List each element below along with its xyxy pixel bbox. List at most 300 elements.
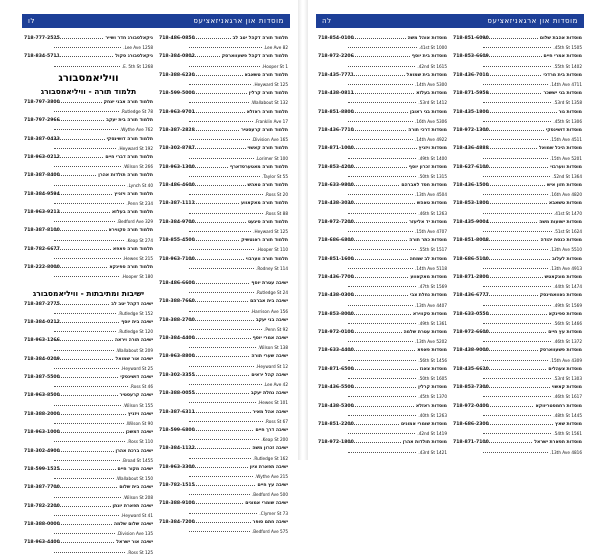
- dot-leader: [348, 38, 406, 39]
- dot-leader: [54, 359, 113, 360]
- directory-entry: [159, 306, 288, 315]
- entry-text: ניקאלסבורג חדר ושייר: [105, 36, 153, 42]
- directory-entry: [159, 163, 288, 172]
- directory-entry: [159, 98, 288, 107]
- entry-text: 41 Heyward St.: [120, 512, 153, 518]
- entry-text: 274 Keap St.: [126, 237, 153, 243]
- entry-text: מוסדות צאנז: [419, 366, 447, 372]
- directory-entry: [159, 288, 288, 297]
- entry-phone: 718-388-7660: [159, 299, 195, 305]
- dot-leader: [189, 412, 251, 413]
- directory-entry: [318, 98, 447, 107]
- dot-leader: [54, 542, 114, 543]
- directory-entry: [159, 80, 288, 89]
- entry-text: מוסדות ישועות משה: [539, 219, 582, 225]
- entry-text: 215 Wythe Ave.: [254, 473, 288, 479]
- directory-entry: [159, 245, 288, 254]
- entry-text: תלמוד תורה דקהל פשעווארסק: [221, 54, 288, 60]
- entry-text: מוסדות ויזניץ: [418, 146, 447, 152]
- directory-entry: [318, 374, 447, 383]
- directory-entry: [159, 209, 288, 218]
- directory-entry: [453, 365, 582, 374]
- directory-entry: [453, 273, 582, 282]
- entry-phone: 718-384-7200: [159, 519, 195, 525]
- dot-leader: [483, 350, 538, 351]
- directory-entry: [318, 209, 447, 218]
- directory-entry: [453, 199, 582, 208]
- entry-text: מוסדות חסד לאברהם: [401, 183, 447, 189]
- dot-leader: [189, 283, 249, 284]
- dot-leader: [54, 432, 124, 433]
- directory-entry: [318, 117, 447, 126]
- directory-entry: [453, 117, 582, 126]
- directory-entry: [318, 62, 447, 71]
- directory-entry: [318, 199, 447, 208]
- entry-text: תלמוד תורה טאהש: [247, 183, 288, 189]
- dot-leader: [483, 47, 551, 48]
- entry-text: מוסדות היכל שמואל: [538, 146, 582, 152]
- dot-leader: [189, 249, 254, 250]
- directory-entry: [453, 319, 582, 328]
- entry-text: ישיבה בית יוסף: [121, 319, 153, 325]
- subsection-title-tt: תלמוד תורה - וויליאמסבורג: [40, 86, 137, 96]
- dot-leader: [189, 84, 251, 85]
- entry-text: 4309 15th Ave.: [550, 357, 582, 363]
- directory-entry: [159, 426, 288, 435]
- entry-text: ישיבה אמרי יוסף: [252, 336, 288, 342]
- entry-text: תלמוד תורה מאטערסדארף: [229, 164, 288, 170]
- dot-leader: [483, 194, 548, 195]
- entry-text: 209 Wallabout St.: [115, 347, 153, 353]
- directory-entry: [159, 417, 288, 426]
- dot-leader: [189, 47, 262, 48]
- directory-entry: [318, 71, 447, 80]
- dot-leader: [348, 213, 416, 214]
- directory-entry: [318, 108, 447, 117]
- entry-text: 92 Penn St.: [264, 326, 288, 332]
- dot-leader: [189, 421, 263, 422]
- left-page-number: לו: [28, 17, 36, 25]
- entry-text: ישיבה תפארת ציון: [249, 464, 288, 470]
- dot-leader: [483, 433, 551, 434]
- dot-leader: [189, 301, 248, 302]
- directory-entry: [453, 227, 582, 236]
- right-page-number: לה: [322, 17, 332, 25]
- directory-entry: [159, 509, 288, 518]
- entry-phone: 718-782-2200: [24, 503, 60, 509]
- dot-leader: [189, 292, 254, 293]
- entry-text: ישיבה שומרי אמונים: [245, 501, 288, 507]
- entry-phone: 718-797-2966: [24, 118, 60, 124]
- dot-leader: [483, 305, 551, 306]
- entry-text: תלמוד תורה סקווירא: [108, 228, 153, 234]
- dot-leader: [54, 552, 125, 553]
- dot-leader: [483, 176, 550, 177]
- entry-text: מוסדות בית שמואל: [406, 72, 447, 78]
- entry-phone: 718-851-1600: [318, 256, 354, 262]
- directory-entry: [24, 125, 153, 134]
- directory-entry: [453, 291, 582, 300]
- entry-phone: 718-871-7100: [453, 440, 489, 446]
- entry-text: ישיבה דקהל יטב לב: [111, 301, 153, 307]
- dot-leader: [189, 203, 239, 204]
- entry-phone: 718-438-0300: [318, 293, 354, 299]
- entry-phone: 718-834-5711: [24, 54, 60, 60]
- entry-phone: 718-871-6500: [318, 366, 354, 372]
- entry-text: 1000 41st St.: [418, 45, 447, 51]
- dot-leader: [189, 240, 239, 241]
- dot-leader: [189, 476, 253, 477]
- dot-leader: [348, 387, 416, 388]
- dot-leader: [189, 402, 256, 403]
- dot-leader: [348, 222, 407, 223]
- directory-entry: [24, 190, 153, 199]
- book-spine: [298, 0, 308, 460]
- entry-text: 40 Lynch St.: [127, 182, 153, 188]
- entry-text: 1561 54th St.: [553, 431, 582, 437]
- entry-text: 4504 13th Ave.: [415, 192, 447, 198]
- entry-phone: 718-384-9594: [24, 191, 60, 197]
- dot-leader: [54, 478, 114, 479]
- entry-text: ישיבה אהל מאיר: [252, 409, 288, 415]
- entry-text: תלמוד תורה בית יעקב: [106, 118, 153, 124]
- dot-leader: [189, 311, 249, 312]
- directory-entry: [318, 52, 447, 61]
- entry-text: 1358 53rd St.: [553, 100, 582, 106]
- directory-entry: [159, 181, 288, 190]
- entry-phone: 718-633-9800: [318, 183, 354, 189]
- entry-text: מוסדות אהבת שלום: [539, 36, 582, 42]
- entry-text: 1505 45th St.: [553, 45, 582, 51]
- dot-leader: [483, 158, 548, 159]
- dot-leader: [483, 396, 551, 397]
- entry-phone: 718-851-2200: [318, 421, 354, 427]
- entry-text: 125 Heyward St.: [253, 229, 288, 235]
- dot-leader: [54, 148, 116, 149]
- entry-phone: 718-599-6800: [159, 427, 195, 433]
- directory-entry: [159, 264, 288, 273]
- entry-phone: 718-387-2828: [159, 127, 195, 133]
- entry-text: 1569 47th St.: [418, 284, 447, 290]
- dot-leader: [348, 277, 408, 278]
- entry-text: ישיבה דמשכן: [125, 430, 153, 436]
- entry-text: ישיבה ברכת אהרן: [115, 448, 153, 454]
- dot-leader: [54, 38, 103, 39]
- entry-text: 1402 55th St.: [553, 63, 582, 69]
- directory-entry: [24, 34, 153, 43]
- directory-entry: [453, 392, 582, 401]
- entry-phone: 718-438-9000: [453, 348, 489, 354]
- entry-phone: 718-686-6800: [318, 238, 354, 244]
- entry-text: מוסדות נחלת צבי: [410, 293, 447, 299]
- dot-leader: [348, 240, 407, 241]
- dot-leader: [348, 47, 417, 48]
- directory-entry: [159, 117, 288, 126]
- dot-leader: [189, 467, 248, 468]
- directory-entry: [159, 71, 288, 80]
- dot-leader: [348, 139, 413, 140]
- entry-phone: 718-855-4500: [159, 238, 195, 244]
- entry-text: מוסדות צעהלים: [548, 366, 582, 372]
- dot-leader: [483, 259, 550, 260]
- dot-leader: [54, 267, 107, 268]
- entry-phone: 718-387-8100: [24, 228, 60, 234]
- right-page-body: [318, 34, 582, 455]
- entry-phone: 718-438-5300: [318, 403, 354, 409]
- dot-leader: [54, 524, 112, 525]
- directory-entry: [453, 310, 582, 319]
- left-page: [18, 0, 294, 555]
- dot-leader: [348, 121, 413, 122]
- entry-text: מוסדות זכרון יוסף: [408, 164, 447, 170]
- entry-phone: 718-302-3355: [159, 372, 195, 378]
- directory-entry: [453, 236, 582, 245]
- directory-entry: [24, 336, 153, 345]
- directory-entry: [24, 465, 153, 474]
- dot-leader: [189, 347, 256, 348]
- directory-entry: [159, 316, 288, 325]
- entry-text: 88 Ross St.: [264, 210, 288, 216]
- right-page-title: מוסדות און ארגאניזאציעס: [487, 17, 578, 25]
- entry-phone: 718-387-7700: [24, 485, 60, 491]
- directory-entry: [24, 456, 153, 465]
- entry-text: תלמוד תורה מאקאווע: [241, 201, 288, 207]
- entry-text: מוסדות ספינקא: [548, 311, 582, 317]
- directory-entry: [318, 236, 447, 245]
- entry-phone: 718-627-6100: [453, 164, 489, 170]
- dot-leader: [54, 313, 116, 314]
- directory-entry: [159, 527, 288, 536]
- entry-phone: 718-686-2300: [453, 421, 489, 427]
- directory-entry: [159, 518, 288, 527]
- directory-entry: [453, 62, 582, 71]
- entry-text: 1412 53rd St.: [418, 100, 447, 106]
- dot-leader: [348, 369, 418, 370]
- entry-text: 1370 45th St.: [418, 394, 447, 400]
- dot-leader: [54, 129, 118, 130]
- dot-leader: [189, 268, 254, 269]
- entry-text: תלמוד תורה ספינקא: [109, 265, 153, 271]
- directory-entry: [24, 327, 153, 336]
- entry-phone: 718-222-8000: [24, 265, 60, 271]
- dot-leader: [54, 175, 96, 176]
- dot-leader: [483, 222, 537, 223]
- directory-entry: [24, 502, 153, 511]
- entry-text: 1258 Lee Ave.: [123, 45, 153, 51]
- dot-leader: [348, 341, 413, 342]
- directory-entry: [318, 144, 447, 153]
- dot-leader: [483, 369, 546, 370]
- entry-text: 82 Lee Ave.: [263, 45, 288, 51]
- directory-entry: [159, 398, 288, 407]
- entry-text: 1421 43rd St.: [418, 449, 447, 455]
- directory-entry: [318, 264, 447, 273]
- dot-leader: [54, 102, 102, 103]
- entry-phone: 718-854-0100: [318, 36, 354, 42]
- dot-leader: [189, 366, 254, 367]
- entry-text: מוסדות לב שמחה: [409, 256, 447, 262]
- entry-text: מוסדות קרלין: [418, 385, 447, 391]
- dot-leader: [54, 340, 113, 341]
- dot-leader: [189, 148, 246, 149]
- dot-leader: [54, 139, 105, 140]
- entry-phone: 718-972-0400: [453, 403, 489, 409]
- entry-text: 1 Hooper St.: [261, 63, 288, 69]
- dot-leader: [189, 66, 260, 67]
- dot-leader: [54, 230, 107, 231]
- dot-leader: [54, 460, 120, 461]
- dot-leader: [189, 112, 245, 113]
- entry-text: 1263 40th St.: [418, 412, 447, 418]
- entry-text: מוסדות סקווירא: [412, 311, 447, 317]
- directory-entry: [24, 474, 153, 483]
- dot-leader: [348, 176, 416, 177]
- directory-entry: [159, 218, 288, 227]
- directory-entry: [453, 337, 582, 346]
- dot-leader: [189, 494, 250, 495]
- dot-leader: [189, 522, 251, 523]
- entry-text: 180 Hooper St.: [121, 274, 153, 280]
- entry-text: מוסדות רחמסטריווקא: [535, 403, 582, 409]
- entry-phone: 718-972-7200: [318, 219, 354, 225]
- dot-leader: [54, 331, 116, 332]
- dot-leader: [348, 406, 414, 407]
- entry-text: ישיבה שערי תורה: [251, 354, 288, 360]
- entry-text: 1306 45th St.: [553, 118, 582, 124]
- dot-leader: [189, 329, 262, 330]
- left-col-2: [159, 34, 288, 535]
- directory-entry: [453, 43, 582, 52]
- dot-leader: [348, 84, 413, 85]
- entry-text: מוסדות לעלוב: [551, 256, 582, 262]
- directory-entry: [453, 282, 582, 291]
- entry-text: 1617 46th St.: [553, 394, 582, 400]
- dot-leader: [483, 360, 548, 361]
- directory-entry: [24, 62, 153, 71]
- entry-text: 215 Hewes St.: [122, 256, 153, 262]
- directory-entry: [24, 153, 153, 162]
- entry-text: 5510 13th Ave.: [550, 247, 582, 253]
- directory-entry: [24, 355, 153, 364]
- dot-leader: [54, 203, 124, 204]
- entry-text: מוסדות קאשוי: [551, 385, 582, 391]
- directory-entry: [453, 135, 582, 144]
- entry-phone: 718-438-3030: [318, 201, 354, 207]
- entry-text: 762 Wythe Ave.: [119, 127, 153, 133]
- entry-phone: 718-963-8800: [159, 354, 195, 360]
- entry-phone: 718-972-1800: [318, 440, 354, 446]
- dot-leader: [189, 259, 244, 260]
- entry-text: 25 Heyward St.: [120, 365, 153, 371]
- dot-leader: [54, 405, 121, 406]
- entry-text: תלמוד תורה דושינסקי: [106, 136, 153, 142]
- left-page-body: [24, 34, 288, 555]
- dot-leader: [348, 259, 408, 260]
- directory-entry: [318, 356, 447, 365]
- directory-entry: [318, 337, 447, 346]
- directory-entry: [318, 89, 447, 98]
- entry-text: תלמוד תורה בעלזא: [111, 210, 153, 216]
- entry-phone: 718-871-1000: [318, 146, 354, 152]
- entry-phone: 718-387-8400: [24, 173, 60, 179]
- entry-text: תלמוד תורה אבני יצחק: [103, 99, 153, 105]
- entry-text: 150 Wallabout St.: [115, 476, 153, 482]
- dot-leader: [189, 458, 251, 459]
- dot-leader: [54, 506, 111, 507]
- dot-leader: [348, 378, 416, 379]
- entry-phone: 718-486-4600: [159, 183, 195, 189]
- entry-text: 135 Division Ave.: [116, 531, 153, 537]
- dot-leader: [54, 276, 119, 277]
- entry-phone: 718-871-2800: [453, 274, 489, 280]
- entry-phone: 718-436-7010: [453, 72, 489, 78]
- directory-entry: [453, 218, 582, 227]
- entry-phone: 718-963-0212: [24, 154, 60, 160]
- entry-text: מוסדות עץ חיים: [548, 330, 582, 336]
- directory-entry: [453, 420, 582, 429]
- entry-text: מוסדות מונקאטש: [544, 274, 582, 280]
- dot-leader: [348, 66, 415, 67]
- directory-entry: [24, 511, 153, 520]
- dot-leader: [54, 194, 112, 195]
- directory-entry: [24, 345, 153, 354]
- dot-leader: [348, 158, 416, 159]
- directory-entry: [453, 264, 582, 273]
- left-col-1: [24, 34, 153, 555]
- dot-leader: [483, 56, 542, 57]
- dot-leader: [483, 213, 552, 214]
- directory-entry: [159, 389, 288, 398]
- entry-text: 12 Heyward St.: [255, 363, 288, 369]
- directory-entry: [24, 217, 153, 226]
- dot-leader: [54, 423, 124, 424]
- entry-text: ניקאלסבורג סקול: [115, 54, 153, 60]
- entry-text: 165 Division Ave.: [251, 137, 288, 143]
- entry-text: 1470 41st St.: [553, 210, 582, 216]
- directory-entry: [453, 255, 582, 264]
- directory-entry: [24, 263, 153, 272]
- dot-leader: [189, 102, 249, 103]
- dot-leader: [348, 295, 408, 296]
- directory-entry: [453, 402, 582, 411]
- directory-entry: [24, 391, 153, 400]
- entry-text: 67 Ross St.: [264, 418, 288, 424]
- directory-entry: [159, 362, 288, 371]
- directory-entry: [318, 245, 447, 254]
- directory-entry: [24, 548, 153, 557]
- dot-leader: [348, 268, 413, 269]
- directory-entry: [24, 180, 153, 189]
- dot-leader: [54, 66, 120, 67]
- directory-entry: [24, 419, 153, 428]
- dot-leader: [348, 185, 399, 186]
- dot-leader: [483, 93, 541, 94]
- dot-leader: [348, 203, 415, 204]
- directory-entry: [453, 438, 582, 447]
- entry-phone: 718-633-4400: [318, 348, 354, 354]
- dot-leader: [348, 396, 416, 397]
- directory-entry: [453, 328, 582, 337]
- dot-leader: [54, 515, 119, 516]
- directory-entry: [24, 144, 153, 153]
- directory-entry: [318, 163, 447, 172]
- entry-text: 4922 14th Ave.: [415, 137, 447, 143]
- entry-phone: 718-435-7771: [318, 72, 354, 78]
- dot-leader: [189, 430, 253, 431]
- entry-text: תלמוד תורה קאשוי: [247, 146, 288, 152]
- entry-text: 73 Clymer St.: [259, 510, 288, 516]
- entry-text: מוסדות שאץ: [555, 421, 582, 427]
